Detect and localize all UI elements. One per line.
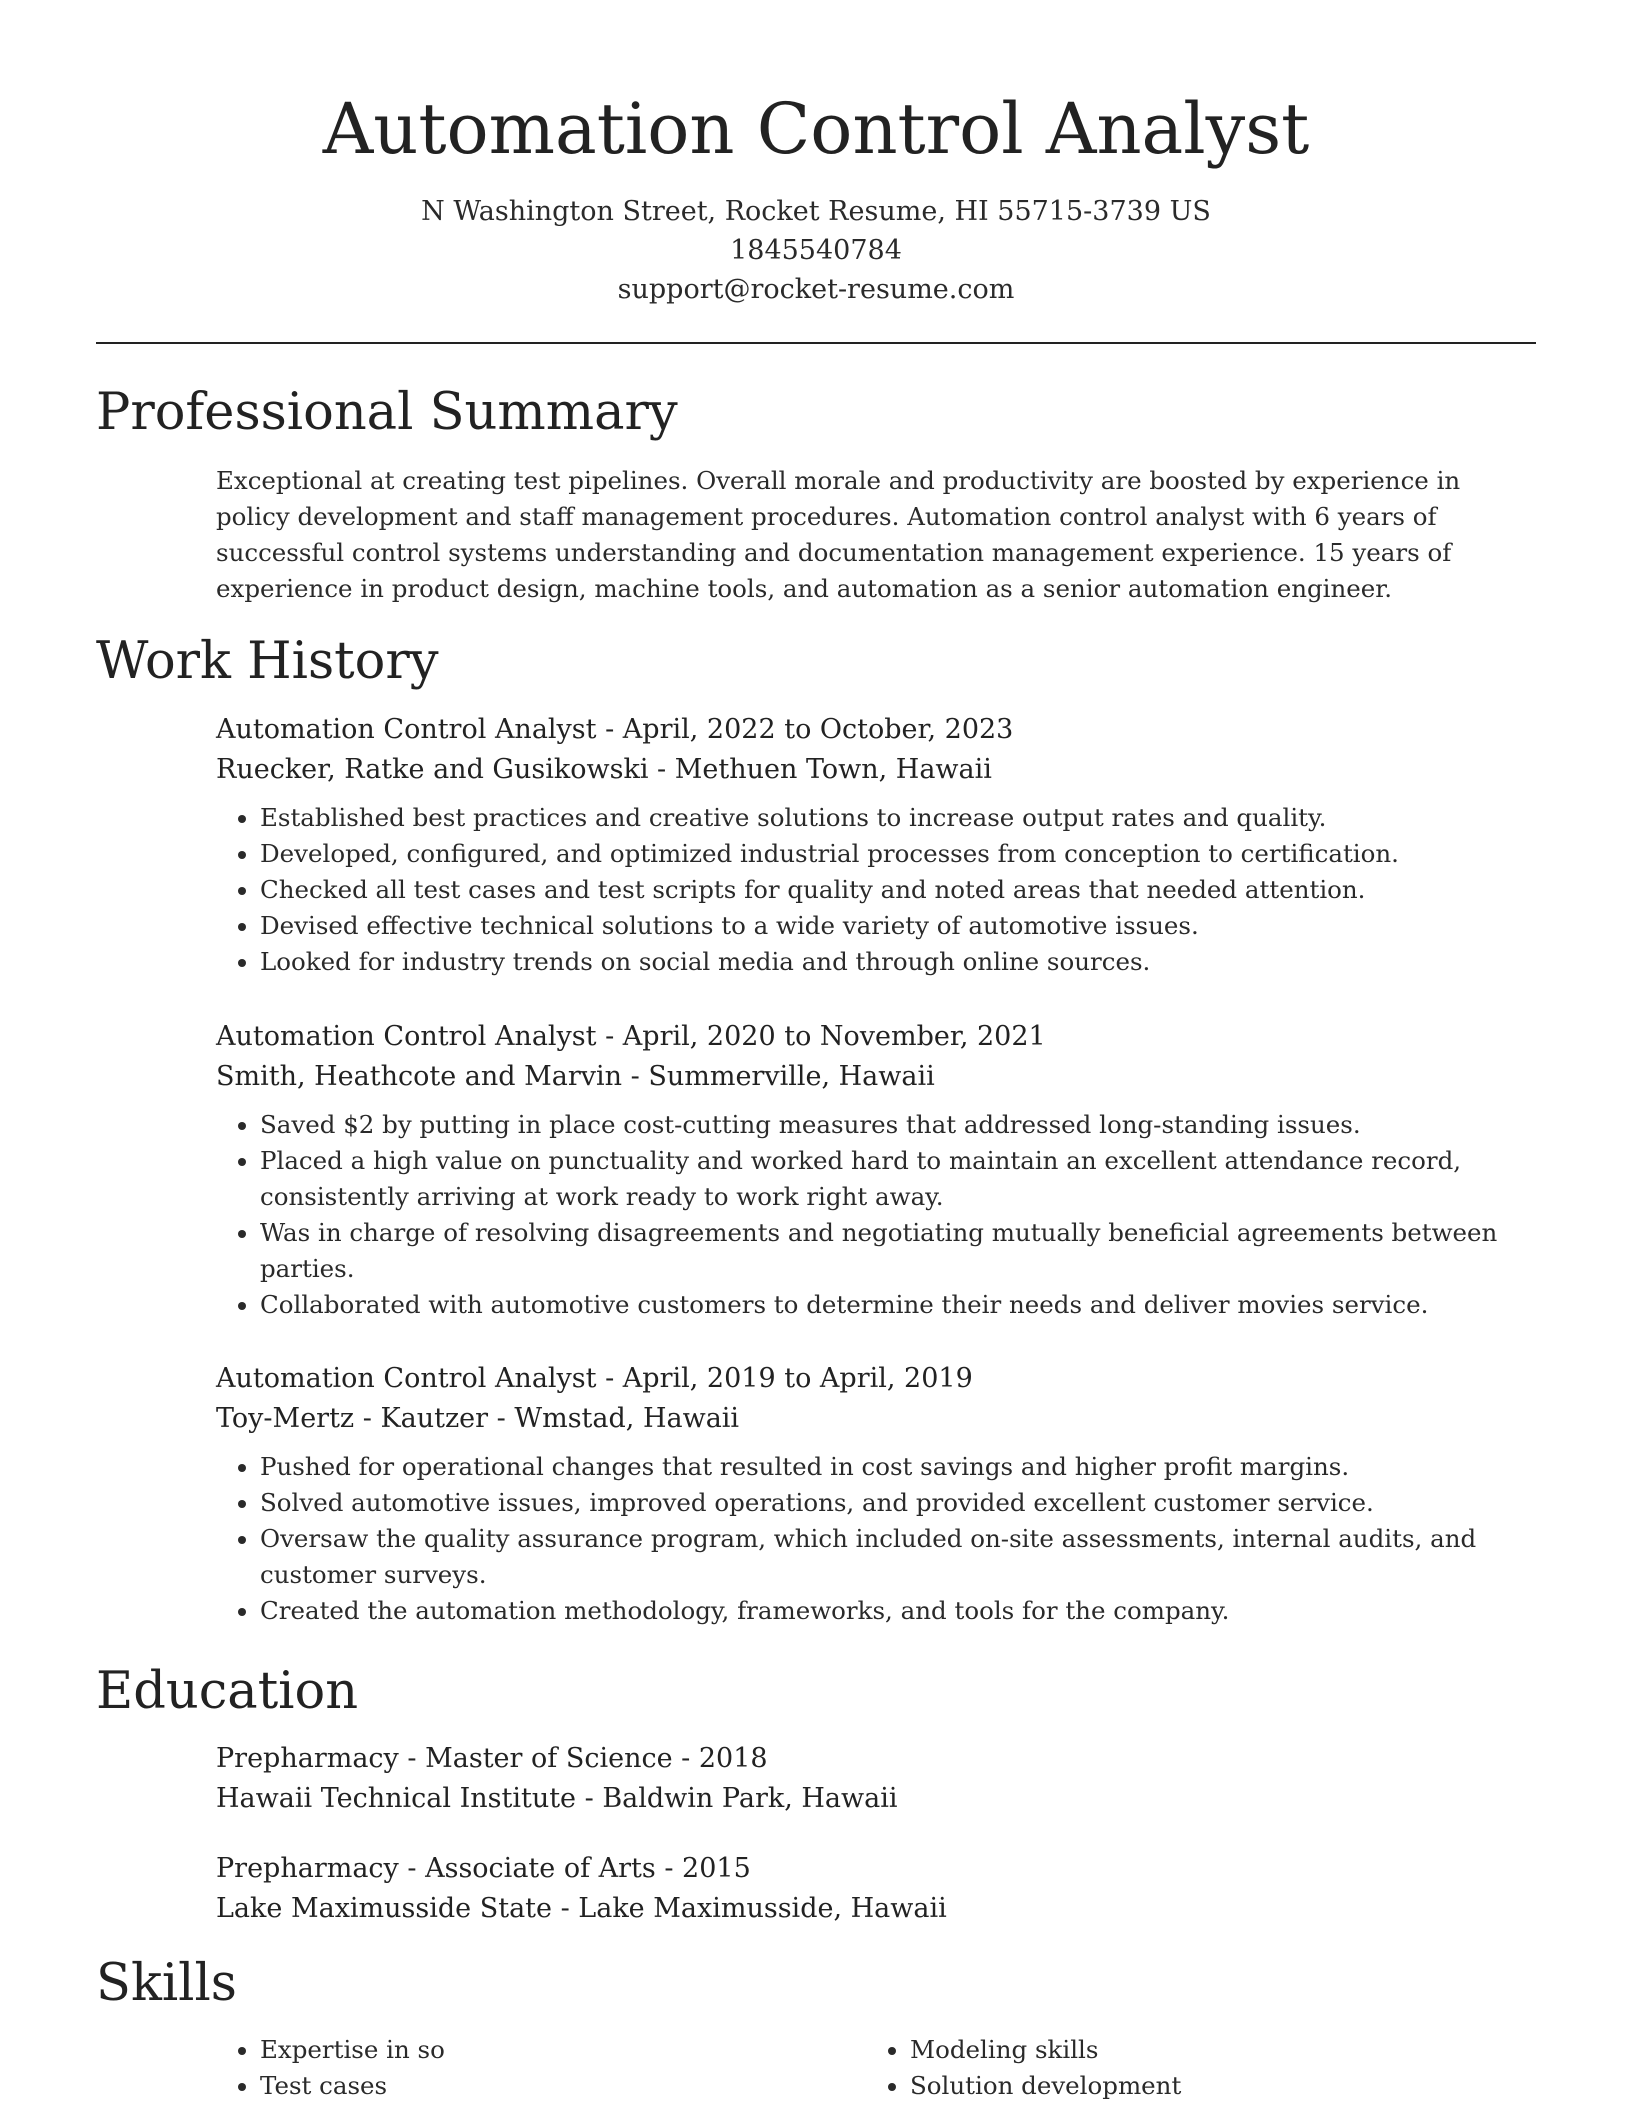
candidate-name: Automation Control Analyst [322,88,1310,170]
education-heading: Education [96,1662,359,1721]
job-company-line: Ruecker, Ratke and Gusikowski - Methuen Town, Hawaii [216,754,992,785]
list-item: • Modeling skills [910,2032,1516,2068]
list-item: • Created the automation methodology, frameworks, and tools for the company. [260,1593,1536,1629]
degree-line: Prepharmacy - Master of Science - 2018 [216,1743,768,1774]
list-item: • Solution development [910,2068,1516,2104]
job-company-line: Smith, Heathcote and Marvin - Summerville, Hawaii [216,1061,935,1092]
education-entry [216,1739,1536,1819]
skills-heading: Skills [96,1954,237,2013]
job-bullets [216,800,1536,980]
address: N Washington Street, Rocket Resume, HI 55715-3739 US [421,196,1211,227]
list-item: • Expertise in so [260,2032,866,2068]
skills-column-left [216,2032,866,2104]
list-item: • Test cases [260,2068,866,2104]
header-divider [96,342,1536,344]
skills-list [216,2032,1536,2104]
job-bullets [216,1107,1536,1323]
list-item: • Oversaw the quality assurance program, which included on-site assessments, internal audits, and customer surveys. [260,1521,1536,1593]
job-entry [216,710,1536,980]
work-history-heading: Work History [96,632,439,691]
job-entry [216,1359,1536,1629]
list-item: • Placed a high value on punctuality and worked hard to maintain an excellent attendance record, consistently arriving at work ready to work right away. [260,1143,1536,1215]
school-line: Hawaii Technical Institute - Baldwin Park, Hawaii [216,1783,898,1814]
list-item: • Developed, configured, and optimized industrial processes from conception to certification. [260,836,1536,872]
resume-header [0,0,1632,309]
list-item: • Collaborated with automotive customers to determine their needs and deliver movies service. [260,1287,1536,1323]
contact-info [0,192,1632,309]
email: support@rocket-resume.com [617,274,1015,305]
phone: 1845540784 [730,235,902,266]
list-item: • Was in charge of resolving disagreements and negotiating mutually beneficial agreements between parties. [260,1215,1536,1287]
list-item: • Checked all test cases and test scripts for quality and noted areas that needed attention. [260,872,1536,908]
degree-line: Prepharmacy - Associate of Arts - 2015 [216,1853,751,1884]
list-item: • Solved automotive issues, improved operations, and provided excellent customer service. [260,1485,1536,1521]
summary-text: Exceptional at creating test pipelines. Overall morale and productivity are boosted by experience in policy development and staff management procedures. Automation control analyst with 6 years of successful control systems understanding and documentation management experience. 15 years of experience in product design, machine tools, and automation as a senior automation engineer. [216,466,1461,603]
list-item: • Devised effective technical solutions to a wide variety of automotive issues. [260,908,1536,944]
summary-heading: Professional Summary [96,383,678,442]
school-line: Lake Maximusside State - Lake Maximusside, Hawaii [216,1893,947,1924]
education-entry [216,1849,1536,1929]
list-item: • Looked for industry trends on social media and through online sources. [260,944,1536,980]
list-item: • Established best practices and creative solutions to increase output rates and quality. [260,800,1536,836]
job-entry [216,1017,1536,1323]
job-title-line: Automation Control Analyst - April, 2019 to April, 2019 [216,1363,973,1394]
job-bullets [216,1449,1536,1629]
list-item: • Saved $2 by putting in place cost-cutting measures that addressed long-standing issues. [260,1107,1536,1143]
job-company-line: Toy-Mertz - Kautzer - Wmstad, Hawaii [216,1403,740,1434]
skills-column-right [866,2032,1516,2104]
job-title-line: Automation Control Analyst - April, 2022 to October, 2023 [216,714,1014,745]
job-title-line: Automation Control Analyst - April, 2020 to November, 2021 [216,1021,1046,1052]
list-item: • Pushed for operational changes that resulted in cost savings and higher profit margins. [260,1449,1536,1485]
